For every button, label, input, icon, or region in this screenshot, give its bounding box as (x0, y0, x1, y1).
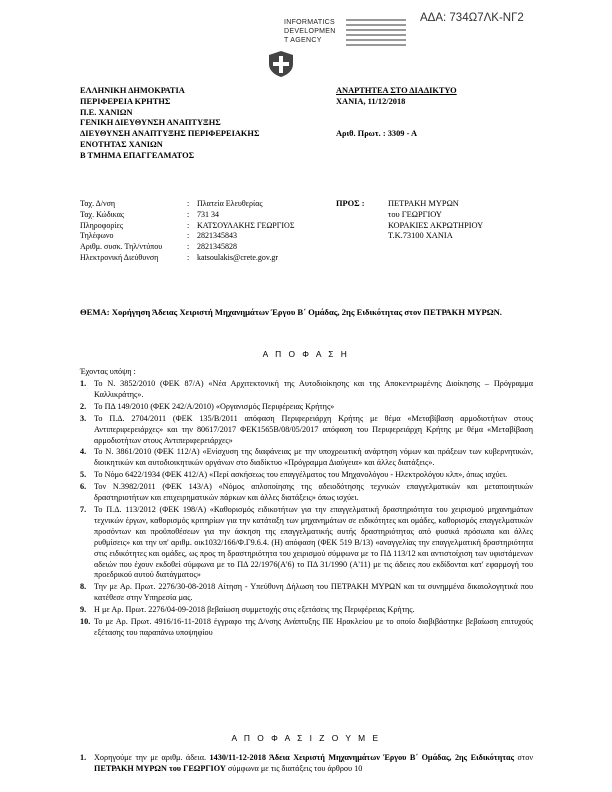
contact-row: Ταχ. Κώδικας : 731 34 (80, 209, 219, 219)
logo-text-2: DEVELOPMEN (284, 28, 336, 35)
greek-emblem-icon (268, 50, 294, 83)
recipient-label: ΠΡΟΣ : (336, 199, 365, 208)
list-item-text: Το ΠΔ 149/2010 (ΦΕΚ 242/Α/2010) «Οργανισμός Περιφέρειας Κρήτης» (94, 401, 335, 411)
contact-label: Πληροφορίες (80, 220, 124, 230)
contact-label: Τηλέφωνο (80, 231, 114, 241)
list-item-text: Την με Αρ. Πρωτ. 2276/30-08-2018 Αίτηση - Υπεύθυνη Δήλωση του ΠΕΤΡΑΚΗ ΜΥΡΩΝ και τα συνημμένα δικαιολογητικά που κατέθεσε στην Υπηρεσία μας. (94, 582, 533, 603)
posted-label: ΑΝΑΡΤΗΤΕΑ ΣΤΟ ΔΙΑΔΙΚΤΥΟ (336, 86, 457, 95)
contact-row: Πληροφορίες : ΚΑΤΣΟΥΛΑΚΗΣ ΓΕΩΡΓΙΟΣ (80, 220, 295, 230)
issuer-line: ΔΙΕΥΘΥΝΣΗ ΑΝΑΠΤΥΞΗΣ ΠΕΡΙΦΕΡΕΙΑΚΗΣ (80, 129, 260, 139)
contact-row: Ηλεκτρονική Διεύθυνση : katsoulakis@crete.gov.gr (80, 252, 279, 262)
list-item: 10. Το με Αρ. Πρωτ. 4916/16-11-2018 έγγραφο της Δ/νσης Ανάπτυξης ΠΕ Ηρακλείου με το οποίο διαβιβάστηκε βεβαίωση επιτυχούς εξέτασης του παραπάνω υποψηφίου (80, 617, 533, 637)
resolution-part: Χορηγούμε την με αριθμ. άδεια. (94, 753, 207, 762)
subject-text: Χορήγηση Άδειας Χειριστή Μηχανημάτων Έργου Β΄ Ομάδας, 2ης Ειδικότητας στον ΠΕΤΡΑΚΗ ΜΥΡΩΝ. (111, 307, 502, 317)
recipient-line: Τ.Κ.73100 ΧΑΝΙΑ (388, 231, 453, 241)
license-number: 1430/11-12-2018 Άδεια Χειριστή Μηχανημάτων Έργου Β΄ Ομάδας, 2ης Ειδικότητας (209, 753, 515, 762)
contact-label: Αριθμ. συσκ. Τηλ/ντύπου (80, 242, 163, 252)
resolution-part: σύμφωνα με τις διατάξεις του άρθρου 10 (227, 763, 363, 773)
list-item: 4. Το Ν. 3861/2010 (ΦΕΚ 112/Α) «Ενίσχυση της διαφάνειας με την υποχρεωτική ανάρτηση νόμων και πράξεων των κυβερνητικών, διοικητικών και αυτοδιοικητικών οργάνων στο διαδίκτυο «Πρόγραμμα Διαύγεια» και άλλες διατάξεις». (80, 447, 533, 468)
issuer-line: ΓΕΝΙΚΗ ΔΙΕΥΘΥΝΣΗ ΑΝΑΠΤΥΞΗΣ (80, 118, 221, 128)
list-item-text: Το Νόμο 6422/1934 (ΦΕΚ 412/Α) «Περί ασκήσεως του επαγγέλματος του Μηχανολόγου - Ηλεκτρολόγου κλπ», όπως ισχύει. (94, 470, 508, 480)
contact-label: Ταχ. Κώδικας (80, 209, 125, 219)
email-link[interactable]: katsoulakis@crete.gov.gr (197, 252, 279, 262)
place-date: ΧΑΝΙΑ, 11/12/2018 (336, 96, 406, 106)
issuer-line: ΠΕΡΙΦΕΡΕΙΑ ΚΡΗΤΗΣ (80, 96, 171, 106)
list-item-text: Το με Αρ. Πρωτ. 4916/16-11-2018 έγγραφο της Δ/νσης Ανάπτυξης ΠΕ Ηρακλείου με το οποίο διαβιβάστηκε βεβαίωση επιτυχούς εξέτασης του παραπάνω υποψηφίου (94, 617, 533, 637)
recipient-block (336, 199, 483, 242)
logo-decoration (346, 19, 406, 49)
list-item-text: Τον Ν.3982/2011 (ΦΕΚ 143/Α) «Νόμος απλοποίησης της αδειοδότησης τεχνικών επαγγελματικών και μεταποιητικών δραστηριοτήτων και επιχειρηματικών πάρκων και άλλες διατάξεις» όπως ισχύει. (94, 482, 533, 503)
list-item-text: Το Ν. 3852/2010 (ΦΕΚ 87/Α) «Νέα Αρχιτεκτονική της Αυτοδιοίκησης και της Αποκεντρωμένης Διοίκησης – Πρόγραμμα Καλλικράτης». (94, 379, 533, 399)
resolution-item: 1. Χορηγούμε την με αριθμ. άδεια. 1430/11-12-2018 Άδεια Χειριστή Μηχανημάτων Έργου Β΄ Ομάδας, 2ης Ειδικότητας στον ΠΕΤΡΑΚΗ ΜΥΡΩΝ του ΓΕΩΡΓΙΟΥ σύμφωνα με τις διατάξεις του άρθρου 10 (80, 753, 534, 773)
resolution-text (94, 753, 533, 775)
agency-logo (284, 18, 336, 45)
contact-value: 2821345828 (197, 242, 237, 252)
issuer-line: ΕΝΟΤΗΤΑΣ ΧΑΝΙΩΝ (80, 139, 163, 149)
list-item: 2. Το ΠΔ 149/2010 (ΦΕΚ 242/Α/2010) «Οργανισμός Περιφέρειας Κρήτης» (80, 402, 533, 413)
logo-text-3: T AGENCY (284, 37, 322, 44)
list-item-text: Το Π.Δ. 2704/2011 (ΦΕΚ 135/Β/2011 απόφαση Περιφερειάρχη Κρήτης με θέμα «Μεταβίβαση αρμοδιοτήτων στους Αντιπεριφερειάρχες» και την 80617/2017 ΦΕΚ1565Β/08/05/2017 απόφαση του Περιφερειάρχη Κρήτης με θέμα «Μεταβίβαση αρμοδιοτήτων στους Αντιπεριφερειάρχες» (94, 413, 533, 445)
resolution-heading: Α Π Ο Φ Α Σ Ι Ζ Ο Υ Μ Ε (231, 733, 381, 743)
list-item-text: Το Ν. 3861/2010 (ΦΕΚ 112/Α) «Ενίσχυση της διαφάνειας με την υποχρεωτική ανάρτηση νόμων και πράξεων των κυβερνητικών, διοικητικών και αυτοδιοικητικών οργάνων στο διαδίκτυο «Πρόγραμμα Διαύγεια» και άλλες διατάξεις». (94, 447, 533, 468)
ada-code: ΑΔΑ: 734Ω7ΛΚ-ΝΓ2 (420, 12, 524, 24)
list-item: 3. Το Π.Δ. 2704/2011 (ΦΕΚ 135/Β/2011 απόφαση Περιφερειάρχη Κρήτης με θέμα «Μεταβίβαση αρμοδιοτήτων στους Αντιπεριφερειάρχες» και την 80617/2017 ΦΕΚ1565Β/08/05/2017 απόφαση του Περιφερειάρχη Κρήτης με θέμα «Μεταβίβαση αρμοδιοτήτων στους Αντιπεριφερειάρχες» (80, 413, 533, 445)
subject-label: ΘΕΜΑ: (80, 307, 110, 317)
contact-value: ΚΑΤΣΟΥΛΑΚΗΣ ΓΕΩΡΓΙΟΣ (197, 220, 295, 230)
contact-label: Ηλεκτρονική Διεύθυνση (80, 252, 159, 262)
list-item: 1. Το Ν. 3852/2010 (ΦΕΚ 87/Α) «Νέα Αρχιτεκτονική της Αυτοδιοίκησης και της Αποκεντρωμένης Διοίκησης – Πρόγραμμα Καλλικράτης». (80, 379, 533, 399)
subject-line (80, 307, 530, 318)
recipient-line: ΚΟΡΑΚΙΕΣ ΑΚΡΩΤΗΡΙΟΥ (388, 220, 484, 230)
contact-label: Ταχ. Δ/νση (80, 199, 116, 208)
contact-value: 2821345843 (197, 231, 237, 241)
recipient-line: του ΓΕΩΡΓΙΟΥ (388, 209, 442, 219)
recipient-line: ΠΕΤΡΑΚΗ ΜΥΡΩΝ (388, 199, 459, 208)
list-item: 5. Το Νόμο 6422/1934 (ΦΕΚ 412/Α) «Περί ασκήσεως του επαγγέλματος του Μηχανολόγου - Ηλεκτρολόγου κλπ», όπως ισχύει. (80, 470, 533, 481)
contact-row: Αριθμ. συσκ. Τηλ/ντύπου : 2821345828 (80, 242, 237, 252)
list-item-text: Το Π.Δ. 113/2012 (ΦΕΚ 198/Α) «Καθορισμός ειδικοτήτων για την επαγγελματική δραστηριότητα του χειρισμού μηχανημάτων τεχνικών έργων, καθορισμός κριτηρίων για την κατάταξη των μηχανημάτων σε ειδικότητες και ομάδες, καθορισμός επαγγελματικών προσόντων και προϋποθέσεων για την άσκηση της επαγγελματικής αυτής δραστηριότητας από φυσικά πρόσωπα και άλλες ρυθμίσεις» και την υπ' αριθμ. οικ1032/166/Φ.Γ9.6.4. (Η) απόφαση (ΦΕΚ 519 Β/13) «αναγγελίας την επαγγελματική δραστηριότητα στις ειδικότητες και ομάδες, ως προς τη δραστηριότητα του χειρισμού σύμφωνα με το ΠΔ 113/12 και αντιστοίχιση των υφιστάμενων αδειών που έχουν εκδοθεί σύμφωνα με το ΠΔ 22/1976(Α'6) το ΠΔ 31/1990 (Α'11) με τις άδειες που εκδίδονται κατ' εφαρμογή του προεδρικού αυτού διατάγματος» (94, 504, 533, 580)
resolution-part: στον (517, 753, 534, 762)
decision-heading: Α Π Ο Φ Α Σ Η (262, 349, 350, 359)
issuer-block (80, 86, 259, 162)
protocol-number: Αριθ. Πρωτ. : 3309 - Α (336, 129, 418, 139)
license-holder: ΠΕΤΡΑΚΗ ΜΥΡΩΝ του ΓΕΩΡΓΙΟΥ (94, 763, 226, 773)
issuer-line: Π.Ε. ΧΑΝΙΩΝ (80, 107, 133, 117)
contact-value: 731 34 (197, 209, 219, 219)
issuer-line: Β ΤΜΗΜΑ ΕΠΑΓΓΕΛΜΑΤΟΣ (80, 150, 195, 160)
considerations-list (80, 379, 533, 640)
contact-details (80, 199, 294, 264)
list-item: 9. Η με Αρ. Πρωτ. 2276/04-09-2018 βεβαίωση συμμετοχής στις εξετάσεις της Περιφέρειας Κρήτης. (80, 605, 533, 616)
intro-text: Έχοντας υπόψη : (80, 367, 136, 376)
list-item-text: Η με Αρ. Πρωτ. 2276/04-09-2018 βεβαίωση συμμετοχής στις εξετάσεις της Περιφέρειας Κρήτης. (94, 605, 415, 615)
list-item: 7. Το Π.Δ. 113/2012 (ΦΕΚ 198/Α) «Καθορισμός ειδικοτήτων για την επαγγελματική δραστηριότητα του χειρισμού μηχανημάτων τεχνικών έργων, καθορισμός κριτηρίων για την κατάταξη των μηχανημάτων σε ειδικότητες και ομάδες, καθορισμός επαγγελματικών προσόντων και προϋποθέσεων για την άσκηση της επαγγελματικής αυτής δραστηριότητας από φυσικά πρόσωπα και άλλες ρυθμίσεις» και την υπ' αριθμ. οικ1032/166/Φ.Γ9.6.4. (Η) απόφαση (ΦΕΚ 519 Β/13) «αναγγελίας την επαγγελματική δραστηριότητα στις ειδικότητες και ομάδες, ως προς τη δραστηριότητα του χειρισμού σύμφωνα με το ΠΔ 113/12 και αντιστοίχιση των υφιστάμενων αδειών που έχουν εκδοθεί σύμφωνα με το ΠΔ 22/1976(Α'6) το ΠΔ 31/1990 (Α'11) με τις άδειες που εκδίδονται κατ' εφαρμογή του προεδρικού αυτού διατάγματος» (80, 504, 533, 580)
logo-text-1: INFORMATICS (284, 19, 336, 26)
contact-row: Ταχ. Δ/νση : Πλατεία Ελευθερίας (80, 199, 263, 208)
contact-row: Τηλέφωνο : 2821345843 (80, 231, 237, 241)
list-item: 8. Την με Αρ. Πρωτ. 2276/30-08-2018 Αίτηση - Υπεύθυνη Δήλωση του ΠΕΤΡΑΚΗ ΜΥΡΩΝ και τα συνημμένα δικαιολογητικά που κατέθεσε στην Υπηρεσία μας. (80, 582, 533, 603)
issuer-line: ΕΛΛΗΝΙΚΗ ΔΗΜΟΚΡΑΤΙΑ (80, 86, 185, 95)
document-meta (336, 86, 457, 140)
list-item: 6. Τον Ν.3982/2011 (ΦΕΚ 143/Α) «Νόμος απλοποίησης της αδειοδότησης τεχνικών επαγγελματικών και μεταποιητικών δραστηριοτήτων και επιχειρηματικών πάρκων και άλλες διατάξεις» όπως ισχύει. (80, 482, 533, 503)
contact-value: Πλατεία Ελευθερίας (197, 199, 263, 208)
